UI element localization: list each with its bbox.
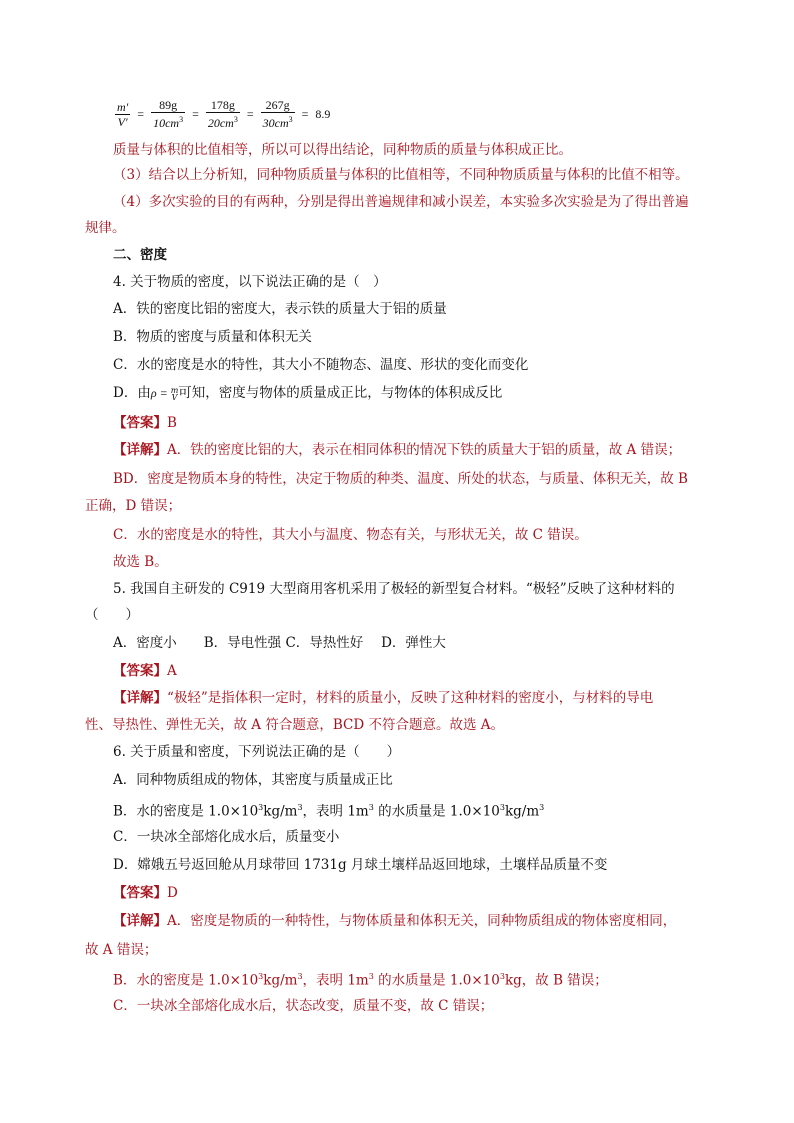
paragraph-4-line-1: （4）多次实验的目的有两种，分别是得出普遍规律和减小误差，本实验多次实验是为了得出普遍 xyxy=(113,194,689,210)
detail-4-line-3: 正确，D 错误； xyxy=(85,498,182,514)
detail-6-line-1: 【详解】A．密度是物质的一种特性，与物体质量和体积无关，同种物质组成的物体密度相同， xyxy=(113,913,677,929)
conclusion-text: 质量与体积的比值相等，所以可以得出结论，同种物质的质量与体积成正比。 xyxy=(113,142,572,158)
fraction-m-over-v: m V xyxy=(170,385,179,402)
paragraph-3: （3）结合以上分析知，同种物质质量与体积的比值相等，不同种物质质量与体积的比值不相等。 xyxy=(113,167,689,183)
detail-4-line-2: BD．密度是物质本身的特性，决定于物质的种类、温度、所处的状态，与质量、体积无关，故 B xyxy=(113,471,688,487)
question-4: 4. 关于物质的密度，以下说法正确的是（ ） xyxy=(113,274,387,290)
paragraph-4-line-2: 规律。 xyxy=(85,220,126,236)
answer-5: 【答案】A xyxy=(113,663,177,679)
answer-6: 【答案】D xyxy=(113,885,178,901)
detail-5-line-2: 性、导热性、弹性无关，故 A 符合题意，BCD 不符合题意。故选 A。 xyxy=(85,717,504,733)
fraction-89g: $\frac{89g}{10cm^3}$ xyxy=(153,98,184,130)
detail-6-line-2: 故 A 错误； xyxy=(85,942,158,958)
question-6-option-a: A．同种物质组成的物体，其密度与质量成正比 xyxy=(113,772,393,788)
question-6-option-b: B．水的密度是 $1.0\times 10^3kg/m^3$，表明 $1m^3$ 的水质量是 $1.0\times 10^3kg/m^3$ xyxy=(113,803,545,820)
section-heading: 二、密度 xyxy=(113,247,167,263)
question-5-line-1: 5. 我国自主研发的 C919 大型商用客机采用了极轻的新型复合材料。“极轻”反映了这种材料的 xyxy=(113,581,675,597)
question-6-option-c: C．一块冰全部熔化成水后，质量变小 xyxy=(113,829,340,845)
detail-5-line-1: 【详解】“极轻”是指体积一定时，材料的质量小，反映了这种材料的密度小，与材料的导电 xyxy=(113,690,654,706)
question-5-options: A．密度小 B．导电性强 C．导热性好 D．弹性大 xyxy=(113,635,446,651)
fraction-178g: $\frac{178g}{20cm^3}$ xyxy=(207,98,238,130)
question-4-option-a: A．铁的密度比铝的密度大，表示铁的质量大于铝的质量 xyxy=(113,301,447,317)
fraction-m-prime-v-prime: $\frac{m'}{V'}$ xyxy=(117,99,129,129)
detail-4-conclusion: 故选 B。 xyxy=(113,554,168,570)
detail-4-line-4: C．水的密度是水的特性，其大小与温度、物态有关，与形状无关，故 C 错误。 xyxy=(113,527,588,543)
question-6: 6. 关于质量和密度，下列说法正确的是（ ） xyxy=(113,744,401,760)
detail-4-line-1: 【详解】A．铁的密度比铝的大，表示在相同体积的情况下铁的质量大于铝的质量，故 A 错误； xyxy=(113,442,682,458)
question-5-line-2: （ ） xyxy=(85,607,139,623)
question-4-option-b: B．物质的密度与质量和体积无关 xyxy=(113,329,312,345)
question-6-option-d: D．嫦娥五号返回舱从月球带回 1731g 月球土壤样品返回地球，土壤样品质量不变 xyxy=(113,857,608,873)
fraction-267g: $\frac{267g}{30cm^3}$ xyxy=(262,98,293,130)
detail-6-line-3: B．水的密度是 $1.0\times 10^3kg/m^3$，表明 $1m^3$ 的水质量是 $1.0\times 10^3kg$，故 B 错误； xyxy=(113,972,608,989)
question-4-option-c: C．水的密度是水的特性，其大小不随物态、温度、形状的变化而变化 xyxy=(113,357,529,373)
detail-6-line-4: C．一块冰全部熔化成水后，状态改变，质量不变，故 C 错误； xyxy=(113,998,494,1014)
ratio-formula: $\frac{m'}{V'}$ = $\frac{89g}{10cm^3}$ = $\frac{178g}{20cm^3}$ = $\frac{267g}{30cm^3}$ = 8.9 xyxy=(117,98,331,130)
answer-4: 【答案】B xyxy=(113,415,177,431)
question-4-option-d: D．由ρ = m V 可知，密度与物体的质量成正比，与物体的体积成反比 xyxy=(113,385,503,402)
